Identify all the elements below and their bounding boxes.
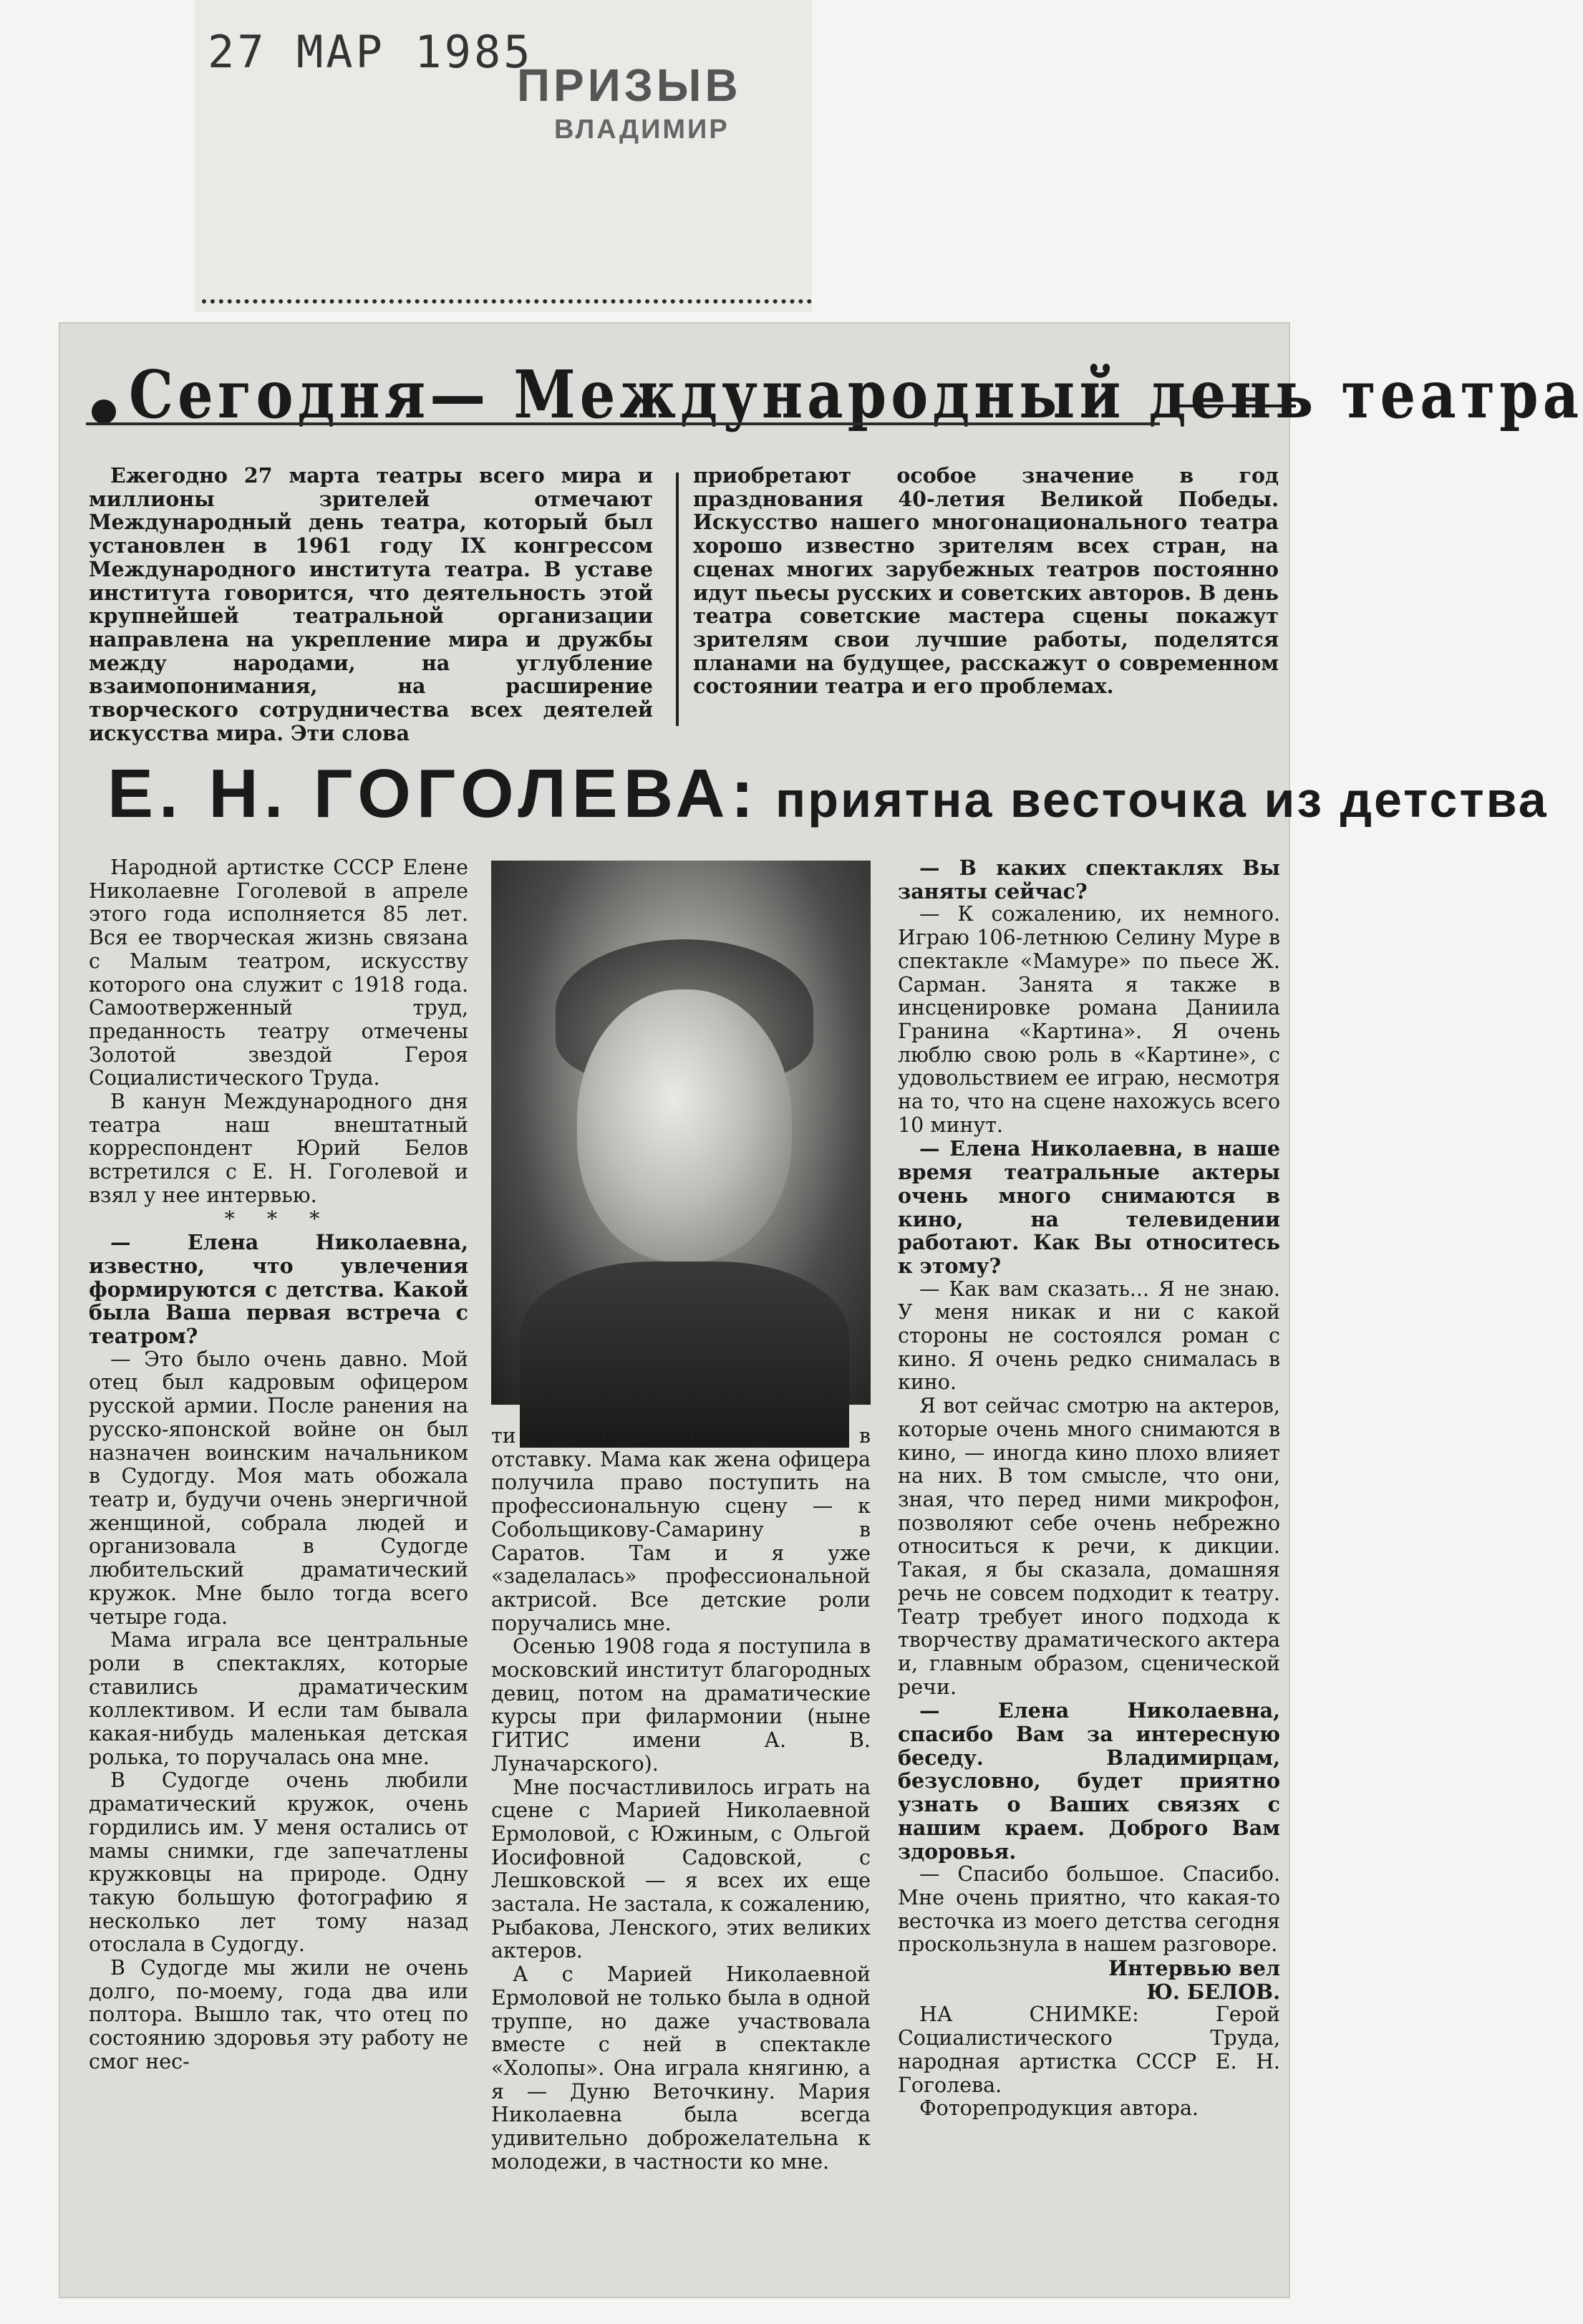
paragraph: В Судогде мы жили не очень долго, по-моему, года два или полтора. Вышло так, что отец по состоянию здоровья эту работу не смог нес- [89,1956,468,2073]
portrait-photo [491,861,871,1405]
paragraph: — К сожалению, их немного. Играю 106-летнюю Селину Муре в спектакле «Мамуре» по пьесе Ж. Сарман. Занята я также в инсценировке романа Даниила Гранина «Картина». Я очень люблю свою роль в «Картине», с удовольствием ее играю, несмотря на то, что на сцене нахожусь всего 10 минут. [898,902,1280,1137]
article-column-1 [89,856,468,2074]
interview-question: — В каких спектаклях Вы заняты сейчас? [898,856,1280,904]
section-headline: Сегодня— Международный день театра [129,357,1583,434]
paragraph: Мама играла все центральные роли в спектаклях, которые ставились драматическим коллективом. И если там бывала какая-нибудь маленькая детская ролька, то поручалась она мне. [89,1628,468,1769]
paragraph: — Это было очень давно. Мой отец был кадровым офицером русской армии. После ранения на русско-японской войне он был назначен воинским начальником в Судогду. Моя мать обожала театр и, будучи очень энергичной женщиной, собрала людей и организовала в Судогде любительский драматический кружок. Мне было тогда всего четыре года. [89,1347,468,1629]
paragraph: Я вот сейчас смотрю на актеров, которые очень много снимаются в кино, — иногда кино плохо влияет на них. В том смысле, что они, зная, что перед ними микрофон, позволяют себе очень небрежно относиться к речи, к дикции. Такая, я бы сказала, домашняя речь не совсем подходит к театру. Театр требует иного подхода к творчеству драматического актера и, главным образом, сценической речи. [898,1394,1280,1699]
paragraph: В Судогде очень любили драматический кружок, очень гордились им. У меня остались от мамы снимки, где запечатлены кружковцы на природе. Одну такую большую фотографию я несколько лет тому назад отослала в Судогду. [89,1768,468,1957]
headline-dash [1174,405,1296,407]
paragraph: ти и ему пришлось выйти в отставку. Мама как жена офицера получила право поступить на профессиональную сцену — к Собольщикову-Самарину в Саратов. Там и я уже «заделалась» профессиональной актрисой. Все детские роли поручались мне. [491,1424,871,1635]
header-rule [86,422,1160,425]
paragraph: — Спасибо большое. Спасибо. Мне очень приятно, что какая-то весточка из моего детства сегодня проскользнула в нашем разговоре. [898,1862,1280,1957]
photo-face [577,989,792,1262]
paragraph: В канун Международного дня театра наш внештатный корреспондент Юрий Белов встретился с Е. Н. Гоголевой и взял у нее интервью. [89,1090,468,1207]
intro-text-right [693,464,1279,698]
paragraph: — Как вам сказать... Я не знаю. У меня никак и ни с какой стороны не состоялся роман с кино. Я очень редко снималась в кино. [898,1277,1280,1395]
interview-question: — Елена Николаевна, известно, что увлечения формируются с детства. Какой была Ваша первая встреча с театром? [89,1230,468,1349]
intro-right-paragraph: приобретают особое значение в год празднования 40-летия Великой Победы. Искусство нашего многонационального театра хорошо известно зрителям всех стран, на сценах многих зарубежных театров постоянно идут пьесы русских и советских авторов. В день театра советские мастера сцены покажут зрителям свои лучшие работы, поделятся планами на будущее, расскажут о современном состоянии театра и его проблемах. [693,463,1279,699]
section-separator: * * * [224,1206,333,1231]
byline-author: Ю. БЕЛОВ. [1146,1979,1280,2004]
photo-caption: НА СНИМКЕ: Герой Социалистического Труда, народная артистка СССР Е. Н. Гоголева. [898,2003,1280,2097]
card-divider [202,299,812,308]
article-headline-rest: приятна весточка из детства [759,772,1549,828]
newspaper-name-stamp: ПРИЗЫВ [517,59,742,111]
archive-stamp-card [195,0,812,312]
date-stamp: 27 МАР 1985 [208,26,533,78]
intro-text-left [89,464,653,745]
article-headline [107,755,1549,833]
article-column-3 [898,856,1280,2121]
article-column-2 [491,1425,871,2174]
byline-label: Интервью вел [1108,1956,1280,1981]
paragraph: Народной артистке СССР Елене Николаевне Гоголевой в апреле этого года исполняется 85 лет. Вся ее творческая жизнь связана с Малым театром, искусству которого она служит с 1918 года. Самоотверженный труд, преданность театру отмечены Золотой звездой Героя Социалистического Труда. [89,856,468,1090]
interview-question: — Елена Николаевна, в наше время театральные актеры очень много снимаются в кино, на телевидении работают. Как Вы относитесь к этому? [898,1136,1280,1278]
photo-credit: Фоторепродукция автора. [919,2096,1199,2121]
photo-collar [520,1262,849,1448]
paragraph: Осенью 1908 года я поступила в московский институт благородных девиц, потом на драматические курсы при филармонии (ныне ГИТИС имени А. В. Луначарского). [491,1635,871,1776]
newspaper-city-stamp: ВЛАДИМИР [554,115,730,145]
headline-bullet-icon [92,400,116,424]
paragraph: Мне посчастливилось играть на сцене с Марией Николаевной Ермоловой, с Южиным, с Ольгой Иосифовной Садовской, с Лешковской — я всех их еще застала. Не застала, к сожалению, Рыбакова, Ленского, этих великих актеров. [491,1775,871,1963]
paragraph: А с Марией Николаевной Ермоловой не только была в одной труппе, но даже участвовала вместе с ней в спектакле «Холопы». Она играла княгиню, а я — Дуню Веточкину. Мария Николаевна была всегда удивительно доброжелательна к молодежи, в частности ко мне. [491,1962,871,2174]
article-headline-name: Е. Н. ГОГОЛЕВА: [107,755,760,832]
interview-question: — Елена Николаевна, спасибо Вам за интересную беседу. Владимирцам, безусловно, будет приятно узнать о Ваших связях с нашим краем. Доброго Вам здоровья. [898,1698,1280,1864]
intro-column-divider [676,473,679,726]
intro-left-paragraph: Ежегодно 27 марта театры всего мира и миллионы зрителей отмечают Международный день театра, который был установлен в 1961 году IX конгрессом Международного института театра. В уставе института говорится, что деятельность этой крупнейшей театральной организации направлена на укрепление мира и дружбы между народами, на углубление взаимопонимания, на расширение творческого сотрудничества всех деятелей искусства мира. Эти слова [89,463,653,745]
